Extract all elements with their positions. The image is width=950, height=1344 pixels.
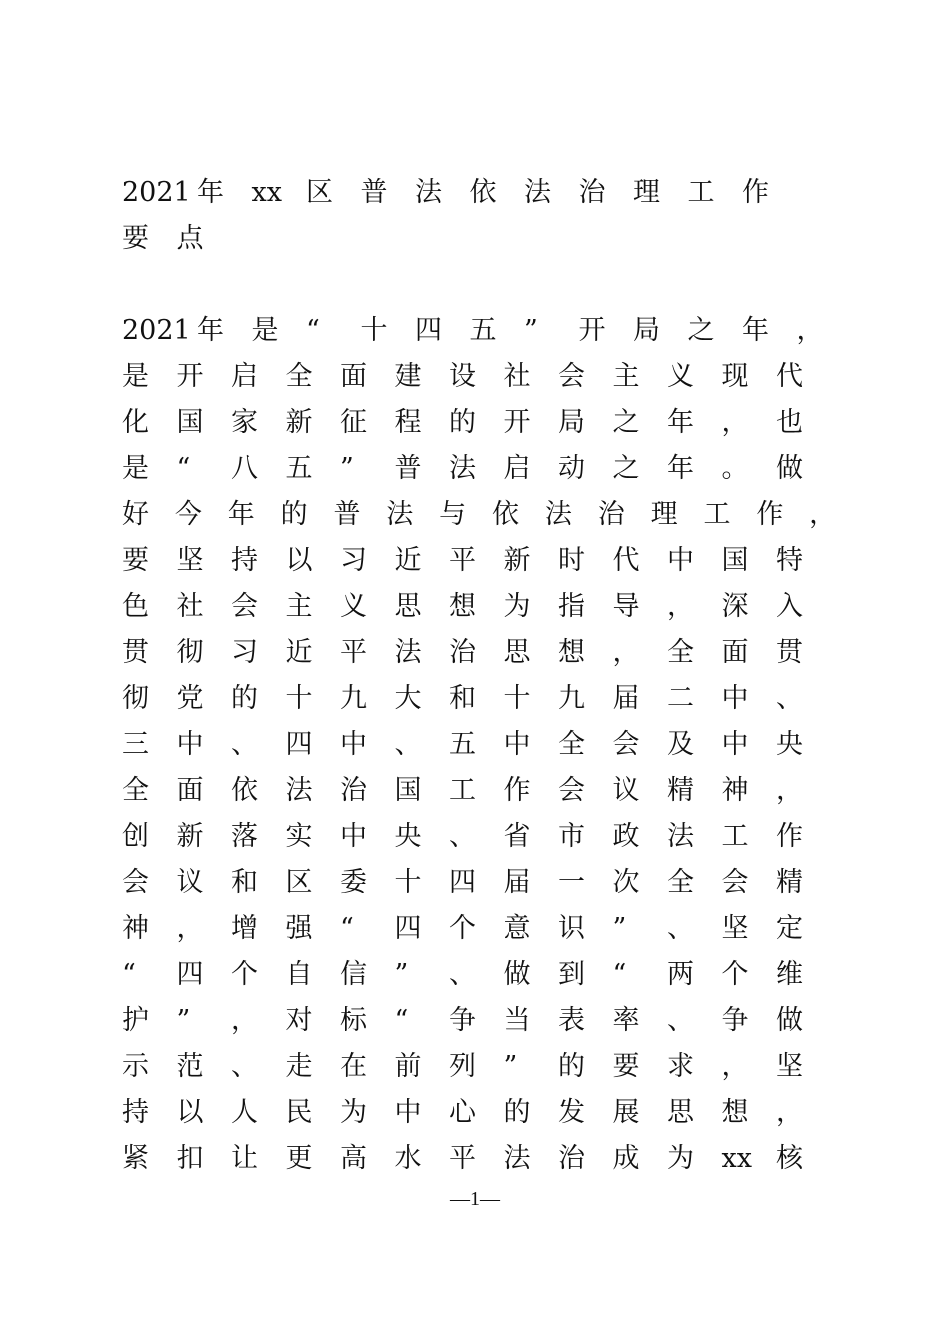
text-glyph: 义 [340, 591, 367, 622]
body-line [122, 1136, 862, 1182]
text-glyph: 做 [776, 1005, 803, 1036]
text-glyph: 理 [633, 177, 660, 208]
text-glyph: 议 [612, 775, 640, 806]
text-glyph: 社 [176, 591, 204, 622]
text-glyph: “ [394, 1005, 409, 1036]
text-glyph: 普 [360, 177, 388, 208]
text-glyph: 、 [231, 729, 258, 760]
text-glyph: 习 [231, 637, 258, 668]
text-glyph: 会 [721, 867, 749, 898]
body-line [122, 952, 862, 998]
text-glyph: 识 [558, 913, 585, 944]
text-glyph: 更 [285, 1143, 313, 1174]
text-glyph: ， [776, 1097, 803, 1128]
text-glyph: 想 [721, 1097, 749, 1128]
text-glyph: 和 [231, 867, 258, 898]
text-glyph: 自 [285, 959, 313, 990]
text-glyph: 好 [122, 499, 149, 530]
text-glyph: 九 [558, 683, 585, 714]
text-glyph: ， [231, 1005, 258, 1036]
text-glyph: 家 [231, 407, 258, 438]
text-glyph: 十 [360, 315, 388, 346]
text-glyph: 特 [776, 545, 803, 576]
text-glyph: 贯 [776, 637, 803, 668]
text-glyph: 彻 [176, 637, 204, 668]
text-glyph: 主 [285, 591, 313, 622]
text-glyph: 中 [340, 821, 367, 852]
text-glyph: 法 [524, 177, 551, 208]
text-glyph: 、 [449, 821, 476, 852]
text-glyph: ， [176, 913, 204, 944]
text-glyph: 持 [231, 545, 258, 576]
text-glyph: 社 [503, 361, 531, 392]
body-line [122, 906, 862, 952]
text-glyph: 征 [340, 407, 367, 438]
text-glyph: 工 [703, 499, 731, 530]
text-glyph: 扣 [176, 1143, 204, 1174]
text-glyph: 法 [503, 1143, 531, 1174]
text-glyph: 届 [612, 683, 640, 714]
title-line [122, 216, 812, 262]
text-glyph: 会 [558, 775, 585, 806]
body-line [122, 722, 862, 768]
text-glyph: 。 [721, 453, 749, 484]
text-glyph: 依 [492, 499, 520, 530]
body-line [122, 676, 862, 722]
text-glyph: 区 [285, 867, 313, 898]
text-glyph: 以 [176, 1097, 204, 1128]
text-glyph: 护 [122, 1005, 149, 1036]
body-line [122, 400, 862, 446]
text-glyph: 创 [122, 821, 149, 852]
body-line [122, 446, 862, 492]
text-glyph: 彻 [122, 683, 149, 714]
text-glyph: 想 [558, 637, 585, 668]
text-glyph: 年 [742, 315, 769, 346]
text-glyph: 点 [176, 223, 204, 254]
text-glyph: 启 [231, 361, 258, 392]
text-glyph: 中 [340, 729, 367, 760]
text-glyph: 人 [231, 1097, 258, 1128]
text-glyph: 之 [687, 315, 715, 346]
text-glyph: 是 [122, 453, 149, 484]
text-glyph: 坚 [176, 545, 204, 576]
text-glyph: 工 [687, 177, 715, 208]
text-glyph: 争 [721, 1005, 749, 1036]
text-glyph: 二 [667, 683, 694, 714]
text-glyph: 为 [503, 591, 531, 622]
text-glyph: 实 [285, 821, 313, 852]
text-glyph: 定 [776, 913, 803, 944]
text-glyph: 求 [667, 1051, 694, 1082]
text-glyph: 要 [612, 1051, 640, 1082]
text-glyph: 工 [449, 775, 476, 806]
text-glyph: 个 [721, 959, 749, 990]
text-glyph: 以 [285, 545, 313, 576]
text-glyph: 到 [558, 959, 585, 990]
text-glyph: 开 [176, 361, 204, 392]
text-glyph: 十 [394, 867, 422, 898]
text-glyph: 治 [449, 637, 476, 668]
text-glyph: 全 [667, 867, 694, 898]
text-glyph: 九 [340, 683, 367, 714]
text-glyph: ” [612, 913, 627, 944]
text-glyph: 思 [394, 591, 422, 622]
text-glyph: 局 [633, 315, 660, 346]
text-glyph: 省 [503, 821, 531, 852]
body-line [122, 492, 862, 538]
text-glyph: 年 [197, 177, 224, 208]
text-glyph: 年 [227, 499, 255, 530]
text-glyph: 强 [285, 913, 313, 944]
text-glyph: 2021 [122, 177, 191, 208]
text-glyph: 及 [667, 729, 694, 760]
text-glyph: 思 [667, 1097, 694, 1128]
body-line [122, 814, 862, 860]
text-glyph: 展 [612, 1097, 640, 1128]
text-glyph: 的 [231, 683, 258, 714]
text-glyph: 的 [280, 499, 308, 530]
body-line [122, 1044, 862, 1090]
text-glyph: 会 [231, 591, 258, 622]
text-glyph: 全 [667, 637, 694, 668]
text-glyph: 新 [285, 407, 313, 438]
text-glyph: 建 [394, 361, 422, 392]
text-glyph: 新 [503, 545, 531, 576]
text-glyph: 开 [578, 315, 606, 346]
text-glyph: 坚 [776, 1051, 803, 1082]
text-glyph: 列 [449, 1051, 476, 1082]
text-glyph: 意 [503, 913, 531, 944]
text-glyph: 年 [197, 315, 224, 346]
text-glyph: 想 [449, 591, 476, 622]
text-glyph: 年 [667, 407, 694, 438]
text-glyph: xx [721, 1143, 752, 1174]
title-line [122, 170, 812, 216]
text-glyph: 作 [503, 775, 531, 806]
text-glyph: 央 [776, 729, 803, 760]
text-glyph: 前 [394, 1051, 422, 1082]
text-glyph: 示 [122, 1051, 149, 1082]
text-glyph: 中 [721, 683, 749, 714]
text-glyph: 届 [503, 867, 531, 898]
text-glyph: 要 [122, 545, 149, 576]
text-glyph: ， [809, 499, 837, 530]
text-glyph: 次 [612, 867, 640, 898]
document-body [122, 308, 862, 1182]
text-glyph: 精 [776, 867, 803, 898]
body-line [122, 860, 862, 906]
text-glyph: 的 [558, 1051, 585, 1082]
text-glyph: ” [394, 959, 409, 990]
text-glyph: 治 [558, 1143, 585, 1174]
text-glyph: 也 [776, 407, 803, 438]
text-glyph: 走 [285, 1051, 313, 1082]
text-glyph: 个 [449, 913, 476, 944]
text-glyph: 国 [394, 775, 422, 806]
text-glyph: “ [340, 913, 354, 944]
text-glyph: ， [796, 315, 824, 346]
text-glyph: 面 [176, 775, 204, 806]
text-glyph: 五 [469, 315, 497, 346]
text-glyph: 化 [122, 407, 149, 438]
text-glyph: ” [340, 453, 354, 484]
text-glyph: 四 [285, 729, 313, 760]
text-glyph: 作 [742, 177, 769, 208]
text-glyph: “ [176, 453, 191, 484]
text-glyph: 与 [439, 499, 467, 530]
text-glyph: 现 [721, 361, 749, 392]
text-glyph: 八 [231, 453, 258, 484]
text-glyph: 普 [394, 453, 422, 484]
text-glyph: 近 [285, 637, 313, 668]
text-glyph: 做 [503, 959, 531, 990]
text-glyph: 落 [231, 821, 258, 852]
text-glyph: 代 [776, 361, 803, 392]
text-glyph: 对 [285, 1005, 313, 1036]
text-glyph: 为 [340, 1097, 367, 1128]
text-glyph: 成 [612, 1143, 640, 1174]
text-glyph: 今 [174, 499, 202, 530]
body-line [122, 308, 862, 354]
text-glyph: 近 [394, 545, 422, 576]
text-glyph: 的 [449, 407, 476, 438]
body-line [122, 998, 862, 1044]
text-glyph: 高 [340, 1143, 367, 1174]
document-title [122, 170, 812, 262]
text-glyph: 中 [667, 545, 694, 576]
text-glyph: 2021 [122, 315, 191, 346]
text-glyph: 五 [449, 729, 476, 760]
body-line [122, 538, 862, 584]
text-glyph: 的 [503, 1097, 531, 1128]
text-glyph: 、 [231, 1051, 258, 1082]
text-glyph: 国 [176, 407, 204, 438]
text-glyph: 两 [667, 959, 694, 990]
text-glyph: 是 [251, 315, 279, 346]
text-glyph: 标 [340, 1005, 367, 1036]
text-glyph: 和 [449, 683, 476, 714]
text-glyph: “ [612, 959, 627, 990]
text-glyph: 政 [612, 821, 640, 852]
text-glyph: ” [176, 1005, 191, 1036]
text-glyph: ， [721, 407, 749, 438]
text-glyph: 民 [285, 1097, 313, 1128]
text-glyph: 习 [340, 545, 367, 576]
text-glyph: 持 [122, 1097, 149, 1128]
text-glyph: ” [503, 1051, 518, 1082]
text-glyph: 中 [394, 1097, 422, 1128]
text-glyph: 信 [340, 959, 367, 990]
text-glyph: 维 [776, 959, 803, 990]
text-glyph: 会 [558, 361, 585, 392]
text-glyph: 法 [386, 499, 414, 530]
text-glyph: 深 [721, 591, 749, 622]
text-glyph: 法 [667, 821, 694, 852]
text-glyph: 大 [394, 683, 422, 714]
text-glyph: 年 [667, 453, 694, 484]
text-glyph: 作 [756, 499, 784, 530]
text-glyph: 范 [176, 1051, 204, 1082]
text-glyph: xx [251, 177, 282, 208]
text-glyph: 增 [231, 913, 258, 944]
text-glyph: 指 [558, 591, 585, 622]
text-glyph: 义 [667, 361, 694, 392]
text-glyph: 面 [721, 637, 749, 668]
text-glyph: 新 [176, 821, 204, 852]
body-line [122, 768, 862, 814]
text-glyph: 代 [612, 545, 640, 576]
text-glyph: 发 [558, 1097, 585, 1128]
text-glyph: 时 [558, 545, 585, 576]
text-glyph: “ [306, 315, 320, 346]
text-glyph: 五 [285, 453, 313, 484]
text-glyph: 委 [340, 867, 367, 898]
text-glyph: 水 [394, 1143, 422, 1174]
text-glyph: 中 [503, 729, 531, 760]
text-glyph: ” [524, 315, 538, 346]
text-glyph: 、 [449, 959, 476, 990]
text-glyph: 率 [612, 1005, 640, 1036]
text-glyph: 坚 [721, 913, 749, 944]
text-glyph: 在 [340, 1051, 367, 1082]
text-glyph: 导 [612, 591, 640, 622]
text-glyph: 法 [394, 637, 422, 668]
text-glyph: 治 [340, 775, 367, 806]
body-line [122, 584, 862, 630]
text-glyph: 工 [721, 821, 749, 852]
text-glyph: 神 [721, 775, 749, 806]
text-glyph: 开 [503, 407, 531, 438]
text-glyph: 、 [394, 729, 422, 760]
text-glyph: 区 [306, 177, 333, 208]
text-glyph: 局 [558, 407, 585, 438]
text-glyph: 平 [449, 1143, 476, 1174]
text-glyph: 为 [667, 1143, 694, 1174]
text-glyph: 中 [721, 729, 749, 760]
text-glyph: 让 [231, 1143, 258, 1174]
body-line [122, 354, 862, 400]
text-glyph: 精 [667, 775, 694, 806]
text-glyph: 法 [449, 453, 476, 484]
text-glyph: 依 [231, 775, 258, 806]
body-line [122, 630, 862, 676]
text-glyph: 色 [122, 591, 149, 622]
text-glyph: 启 [503, 453, 531, 484]
text-glyph: 法 [415, 177, 442, 208]
text-glyph: 理 [650, 499, 678, 530]
text-glyph: 四 [415, 315, 442, 346]
text-glyph: 平 [449, 545, 476, 576]
text-glyph: 全 [122, 775, 149, 806]
page-number: —1— [450, 1188, 500, 1210]
text-glyph: 、 [667, 1005, 694, 1036]
text-glyph: 主 [612, 361, 640, 392]
text-glyph: 贯 [122, 637, 149, 668]
text-glyph: 四 [394, 913, 422, 944]
text-glyph: 全 [285, 361, 313, 392]
text-glyph: 动 [558, 453, 585, 484]
text-glyph: 议 [176, 867, 204, 898]
text-glyph: 三 [122, 729, 149, 760]
text-glyph: 法 [544, 499, 572, 530]
text-glyph: 之 [612, 453, 640, 484]
text-glyph: 紧 [122, 1143, 149, 1174]
text-glyph: 程 [394, 407, 422, 438]
text-glyph: 当 [503, 1005, 531, 1036]
text-glyph: 要 [122, 223, 149, 254]
text-glyph: ， [667, 591, 694, 622]
text-glyph: 央 [394, 821, 422, 852]
text-glyph: 会 [122, 867, 149, 898]
text-glyph: 依 [469, 177, 497, 208]
text-glyph: 之 [612, 407, 640, 438]
text-glyph: 神 [122, 913, 149, 944]
text-glyph: 会 [612, 729, 640, 760]
text-glyph: 十 [503, 683, 531, 714]
text-glyph: 普 [333, 499, 361, 530]
text-glyph: 平 [340, 637, 367, 668]
text-glyph: 市 [558, 821, 585, 852]
text-glyph: ， [721, 1051, 749, 1082]
body-line [122, 1090, 862, 1136]
text-glyph: 设 [449, 361, 476, 392]
text-glyph: 作 [776, 821, 803, 852]
text-glyph: 四 [449, 867, 476, 898]
text-glyph: 核 [776, 1143, 803, 1174]
text-glyph: 法 [285, 775, 313, 806]
text-glyph: 国 [721, 545, 749, 576]
text-glyph: 全 [558, 729, 585, 760]
text-glyph: 、 [776, 683, 803, 714]
text-glyph: 党 [176, 683, 204, 714]
text-glyph: ， [776, 775, 803, 806]
text-glyph: 做 [776, 453, 803, 484]
text-glyph: 、 [667, 913, 694, 944]
text-glyph: “ [122, 959, 136, 990]
text-glyph: 思 [503, 637, 531, 668]
text-glyph: 争 [449, 1005, 476, 1036]
text-glyph: 治 [578, 177, 606, 208]
text-glyph: 十 [285, 683, 313, 714]
text-glyph: 治 [597, 499, 625, 530]
text-glyph: ， [612, 637, 640, 668]
text-glyph: 个 [231, 959, 258, 990]
text-glyph: 心 [449, 1097, 476, 1128]
text-glyph: 中 [176, 729, 204, 760]
text-glyph: 是 [122, 361, 149, 392]
text-glyph: 入 [776, 591, 803, 622]
text-glyph: 表 [558, 1005, 585, 1036]
text-glyph: 一 [558, 867, 585, 898]
text-glyph: 面 [340, 361, 367, 392]
text-glyph: 四 [176, 959, 204, 990]
